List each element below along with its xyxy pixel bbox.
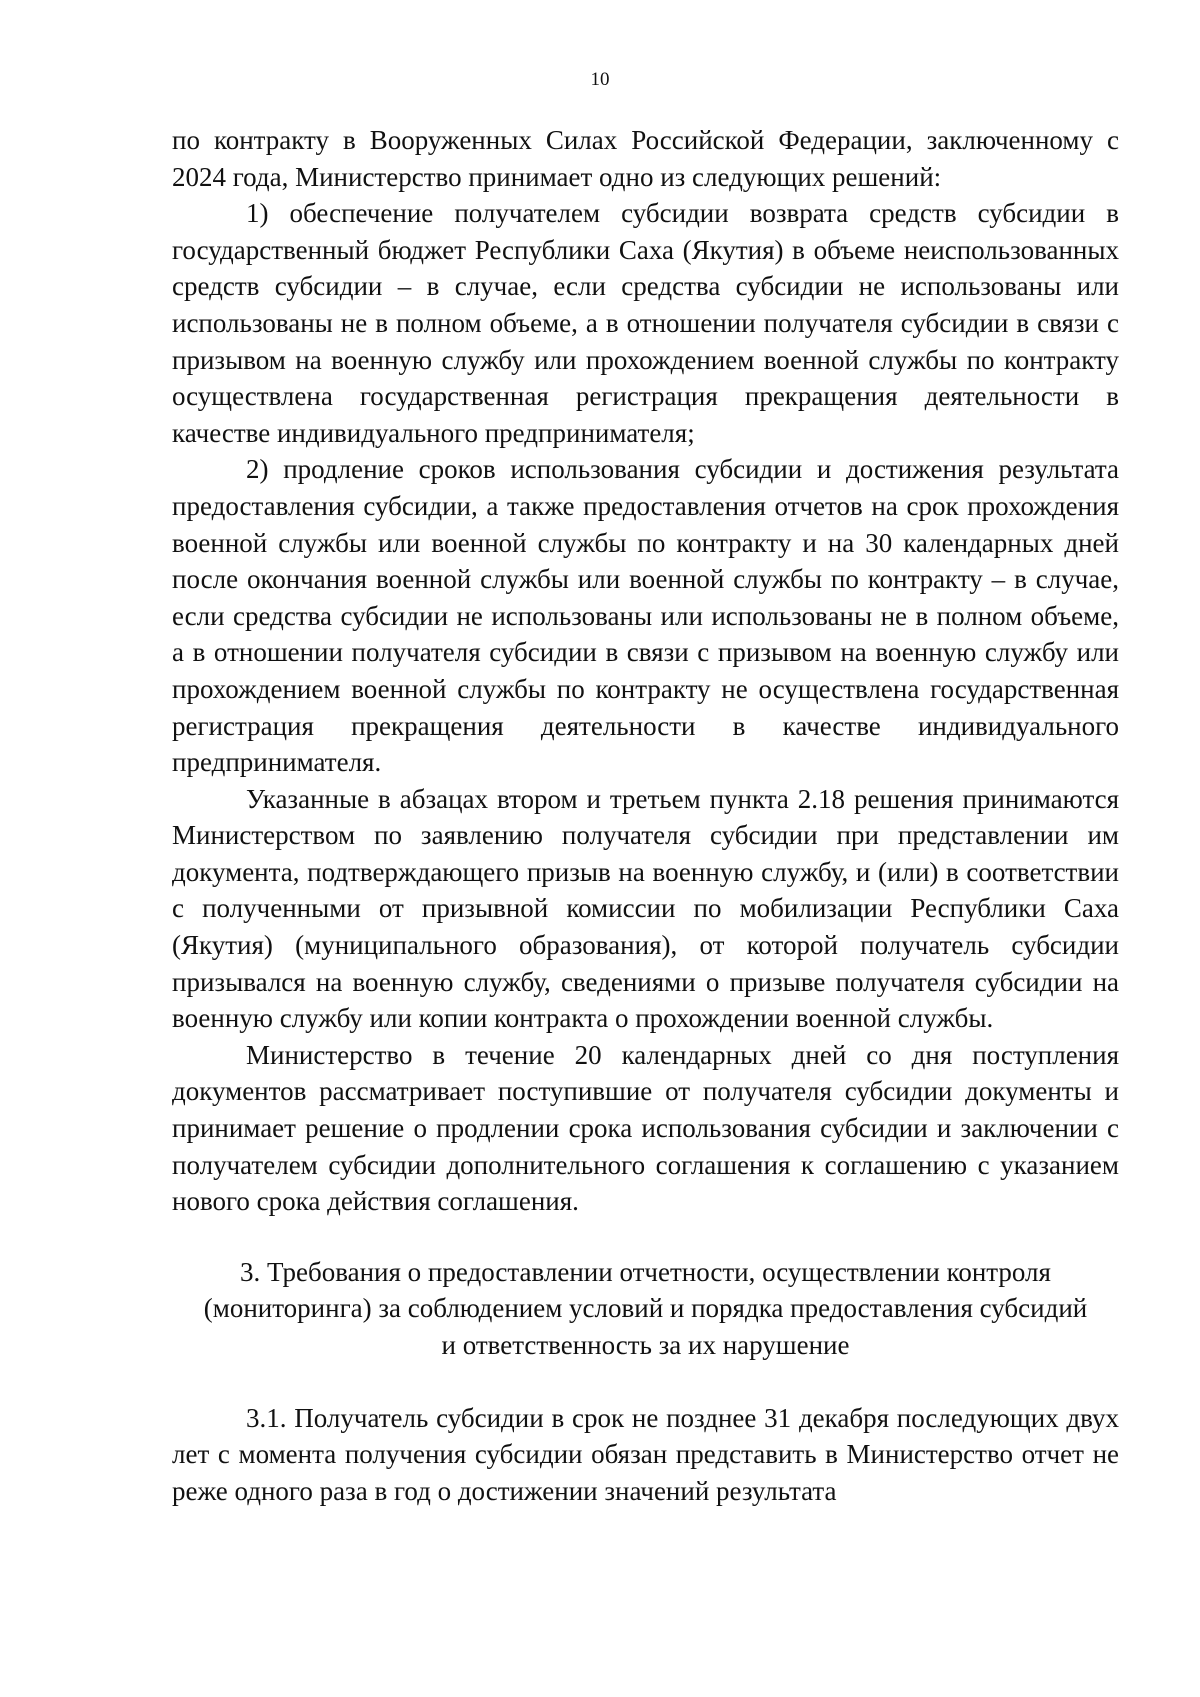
paragraph-continuation: по контракту в Вооруженных Силах Российской Федерации, заключенному с 2024 года, Министерство принимает одно из следующих решений: [172,125,1119,192]
section-heading-line-2: (мониторинга) за соблюдением условий и порядка предоставления субсидий [203,1293,1088,1324]
paragraph-ministry-review: Министерство в течение 20 календарных дней со дня поступления документов рассматривает поступившие от получателя субсидии документы и принимает решение о продлении срока использования субсидии и заключении с получателем субсидии дополнительного соглашения к соглашению с указанием нового срока действия соглашения. [172,1039,1119,1217]
document-body [172,122,1119,1509]
paragraph-decisions: Указанные в абзацах втором и третьем пункта 2.18 решения принимаются Министерством по заявлению получателя субсидии при представлении им документа, подтверждающего призыв на военную службу, и (или) в соответствии с полученными от призывной комиссии по мобилизации Республики Саха (Якутия) (муниципального образования), от которой получатель субсидии призывался на военную службу, сведениями о призыве получателя субсидии на военную службу или копии контракта о прохождении военной службы. [172,783,1119,1034]
paragraph-item-1: 1) обеспечение получателем субсидии возврата средств субсидии в государственный бюджет Республики Саха (Якутия) в объеме неиспользованных средств субсидии – в случае, если средства субсидии не использованы или использованы не в полном объеме, а в отношении получателя субсидии в связи с призывом на военную службу или прохождением военной службы по контракту осуществлена государственная регистрация прекращения деятельности в качестве индивидуального предпринимателя; [172,198,1119,448]
section-heading-line-3: и ответственность за их нарушение [441,1330,850,1360]
section-heading [172,1254,1119,1364]
page-number: 10 [590,69,610,90]
paragraph-item-2: 2) продление сроков использования субсидии и достижения результата предоставления субсидии, а также предоставления отчетов на срок прохождения военной службы или военной службы по контракту и на 30 календарных дней после окончания военной службы или военной службы по контракту – в случае, если средства субсидии не использованы или использованы не в полном объеме, а в отношении получателя субсидии в связи с призывом на военную службу или прохождением военной службы по контракту не осуществлена государственная регистрация прекращения деятельности в качестве индивидуального предпринимателя. [172,454,1119,778]
paragraph-3-1: 3.1. Получатель субсидии в срок не позднее 31 декабря последующих двух лет с момента получения субсидии обязан представить в Министерство отчет не реже одного раза в год о достижении значений результата [172,1402,1119,1506]
section-heading-line-1: 3. Требования о предоставлении отчетности, осуществлении контроля [240,1256,1051,1287]
